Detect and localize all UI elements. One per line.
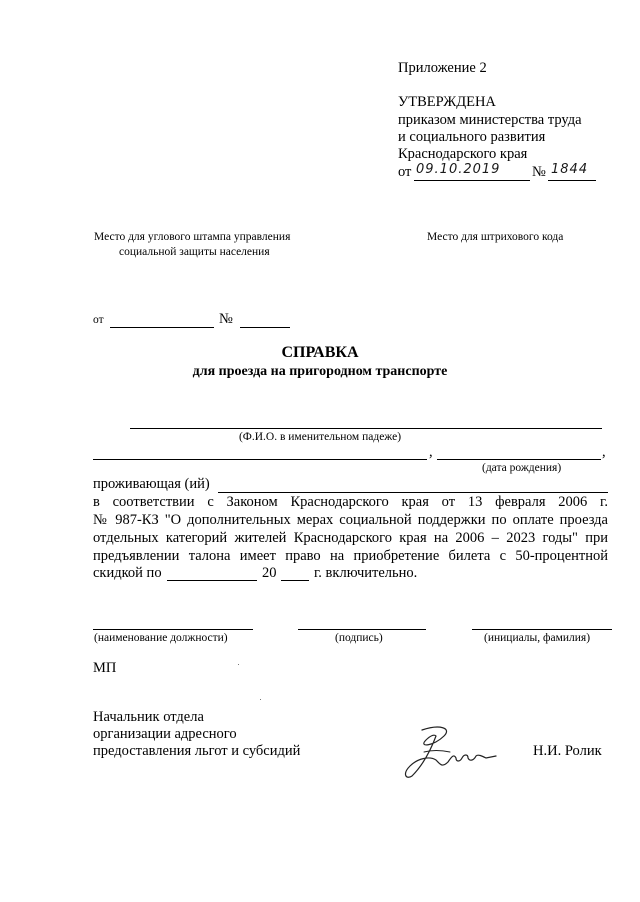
approval-from-prefix: от — [398, 164, 412, 180]
stamp-place-line-2: социальной защиты населения — [119, 246, 270, 258]
body-line-1: в соответствии с Законом Краснодарского края от 13 февраля 2006 г. — [93, 494, 608, 510]
approval-line-3: Краснодарского края — [398, 146, 528, 162]
approval-number-prefix: № — [532, 164, 546, 180]
fio-line — [130, 428, 602, 429]
stamp-place-line-1: Место для углового штампа управления — [94, 231, 291, 243]
position-line — [93, 629, 253, 630]
chief-line-3: предоставления льгот и субсидий — [93, 743, 301, 759]
approval-line-2: и социального развития — [398, 129, 546, 145]
doc-from-label: от — [93, 314, 104, 326]
body-line-4: предъявлении талона имеет право на приобретение билета с 50-процентной — [93, 548, 608, 564]
seal-place-mp: МП — [93, 660, 117, 676]
approval-line-1: приказом министерства труда — [398, 112, 582, 128]
approval-number-line — [548, 180, 596, 181]
doc-date-line — [110, 327, 214, 328]
birth-date-line — [437, 459, 601, 460]
body-line-2: № 987-КЗ "О дополнительных мерах социальной поддержки по оплате проезда — [93, 512, 608, 528]
residing-line — [218, 492, 608, 493]
chief-line-1: Начальник отдела — [93, 709, 204, 725]
name-line — [472, 629, 612, 630]
birth-date-caption: (дата рождения) — [482, 462, 562, 474]
chief-line-2: организации адресного — [93, 726, 237, 742]
approval-number-handwritten: 1844 — [551, 162, 589, 177]
comma-2: , — [602, 444, 606, 460]
speck — [260, 699, 261, 700]
document-title: СПРАВКА — [281, 344, 359, 361]
speck — [238, 664, 239, 665]
document-subtitle: для проезда на пригородном транспорте — [192, 364, 448, 379]
approval-date-line — [414, 180, 530, 181]
fio-caption: (Ф.И.О. в именительном падеже) — [238, 431, 402, 443]
doc-number-line — [240, 327, 290, 328]
validity-year-line — [281, 580, 309, 581]
approval-date-handwritten: 09.10.2019 — [416, 162, 501, 177]
doc-number-label: № — [219, 311, 233, 327]
body-line-5-start: скидкой по — [93, 565, 162, 581]
handwritten-signature — [400, 722, 500, 784]
signature-line — [298, 629, 426, 630]
body-line-3: отдельных категорий жителей Краснодарского края на 2006 – 2023 годы" при — [93, 530, 608, 546]
signature-caption: (подпись) — [335, 632, 383, 644]
position-caption: (наименование должности) — [94, 632, 228, 644]
name-caption: (инициалы, фамилия) — [484, 632, 591, 644]
comma-1: , — [429, 444, 433, 460]
chief-name: Н.И. Ролик — [533, 743, 602, 759]
appendix-label: Приложение 2 — [398, 60, 487, 76]
body-line-5-year: 20 — [262, 565, 277, 581]
validity-date-line — [167, 580, 257, 581]
address-line — [93, 459, 427, 460]
body-line-5-end: г. включительно. — [314, 565, 418, 581]
barcode-place: Место для штрихового кода — [427, 231, 564, 243]
approved-heading: УТВЕРЖДЕНА — [398, 94, 496, 110]
residing-label: проживающая (ий) — [93, 476, 210, 492]
